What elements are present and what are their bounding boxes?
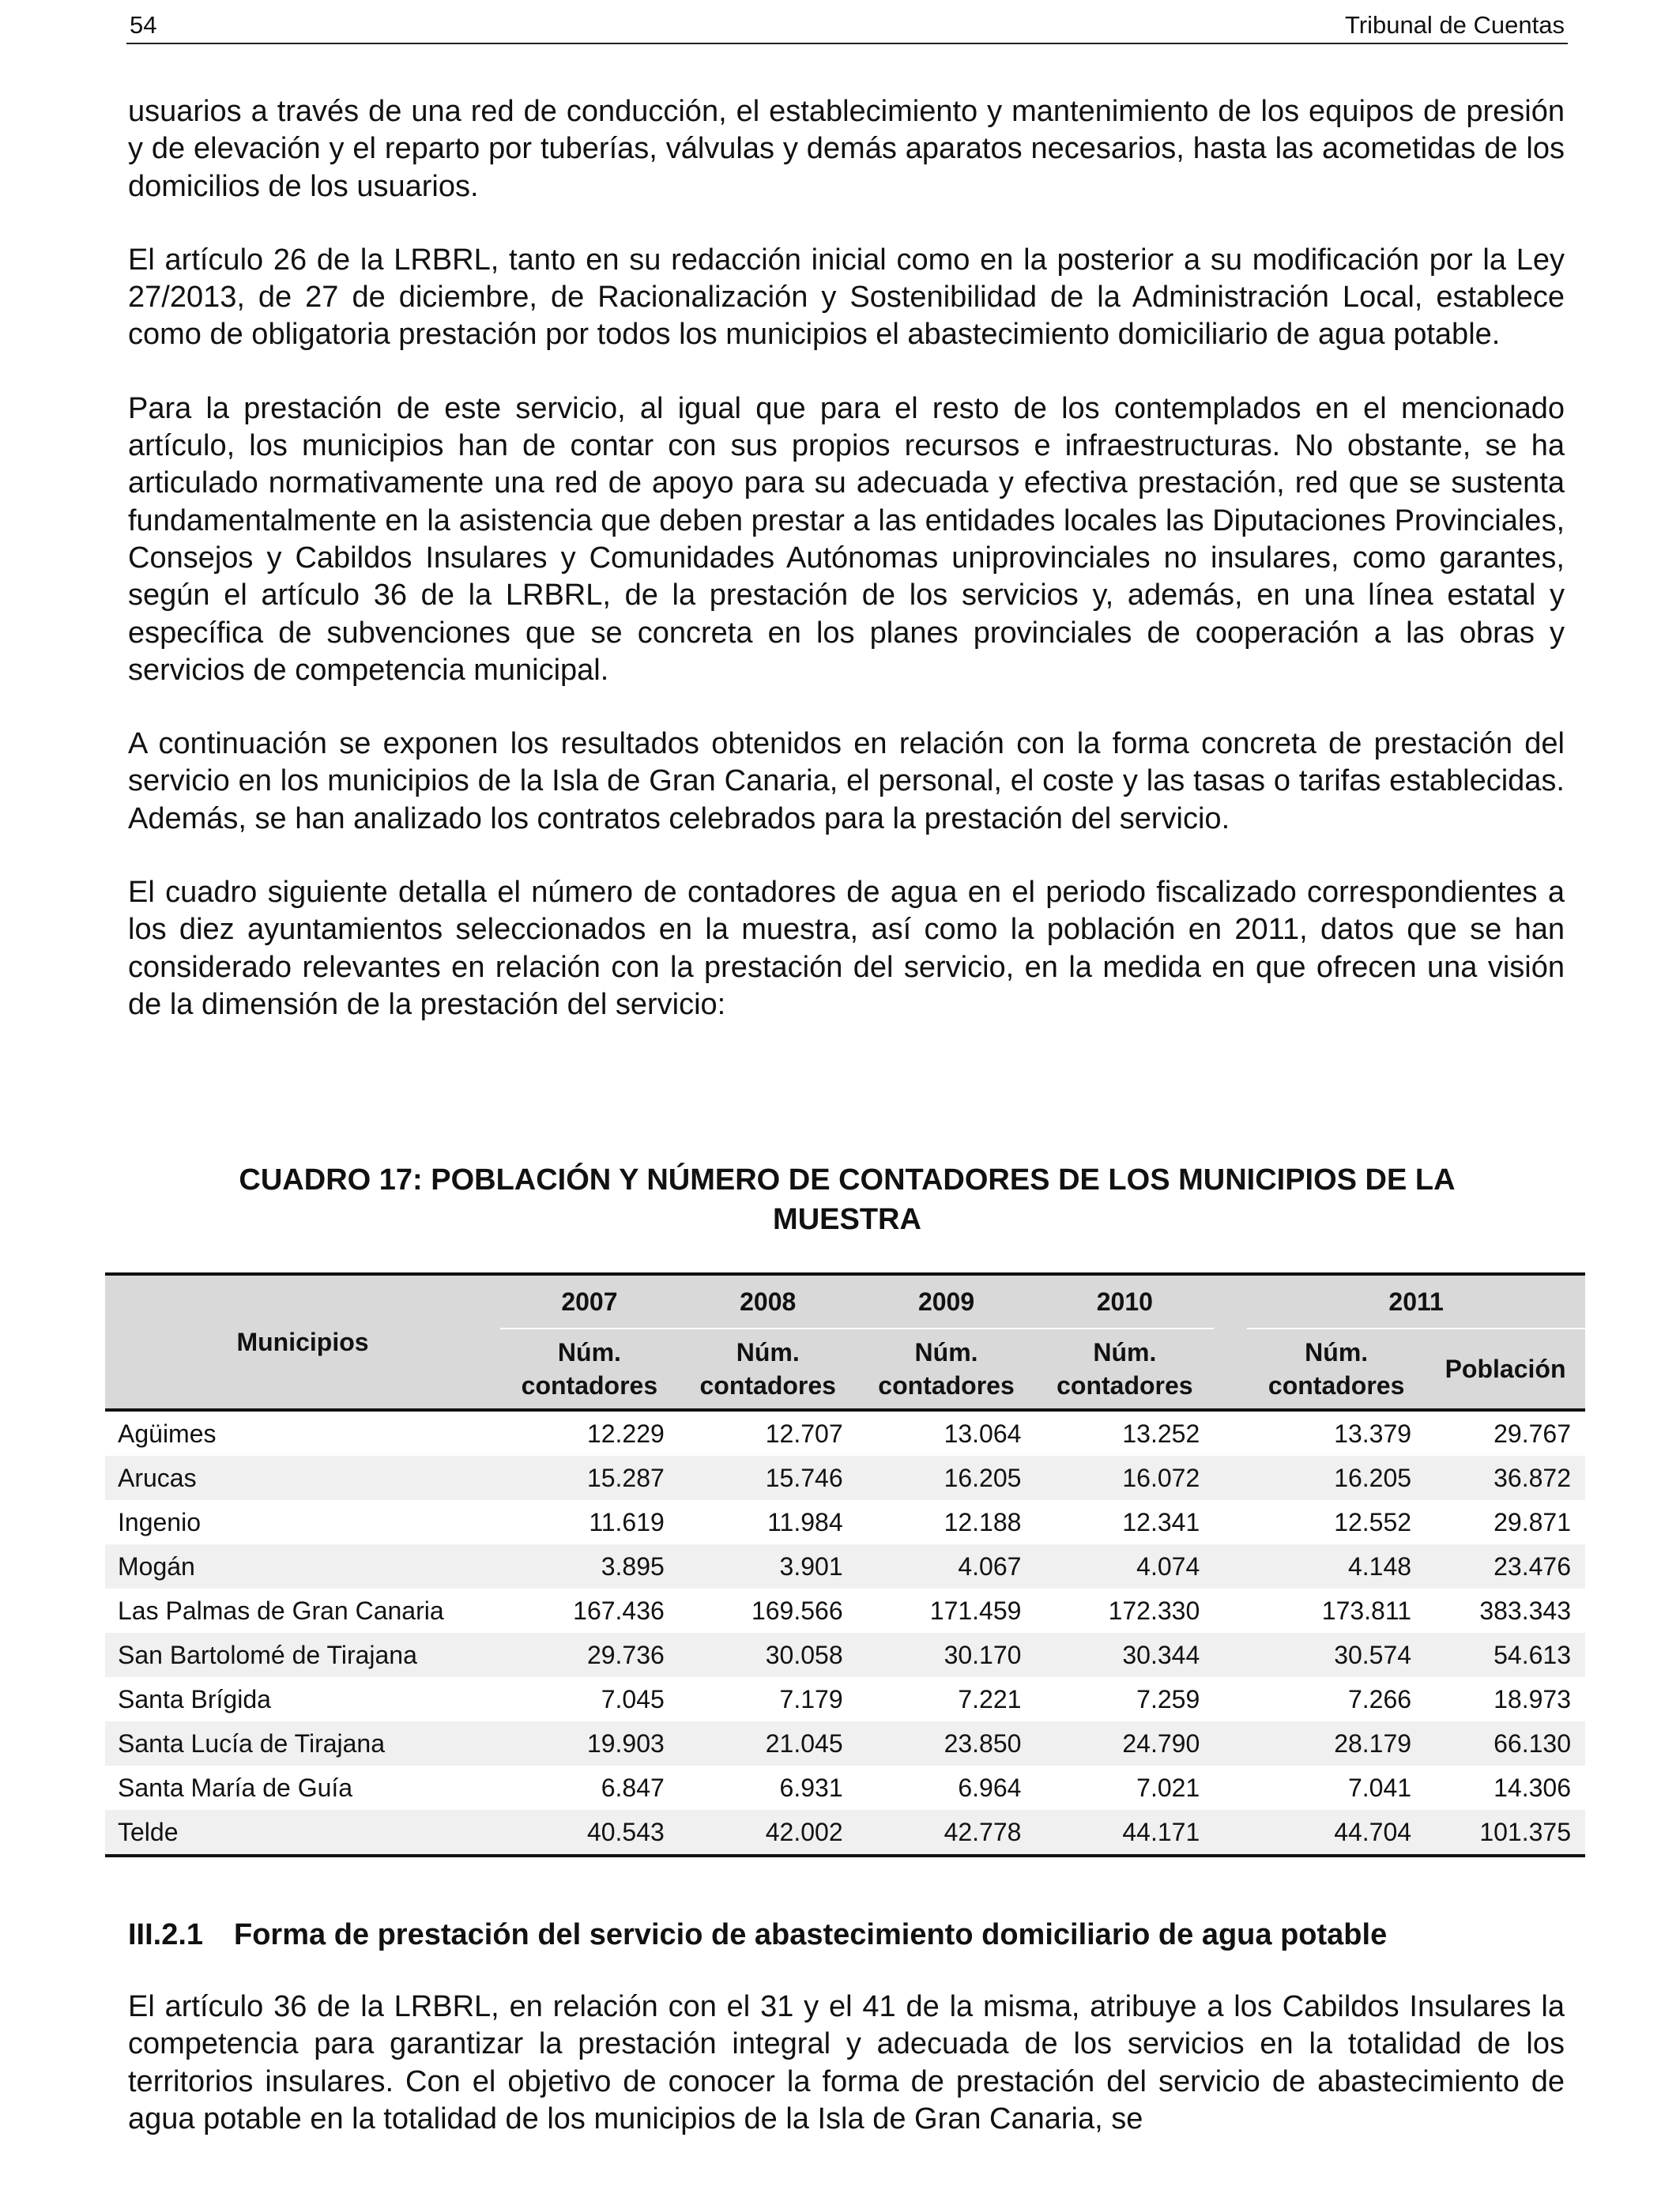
paragraph: El cuadro siguiente detalla el número de contadores de agua en el periodo fiscalizado correspondientes a los diez ayuntamientos seleccionados en la muestra, así como la población en 2011, datos que se han considerado relevantes en relación con la prestación del servicio, en la medida en que ofrecen una visión de la dimensión de la prestación del servicio: [128,876,1565,1021]
cell-value: 13.379 [1334,1419,1412,1448]
table-caption-line: MUESTRA [773,1203,921,1236]
header-text: contadores [1268,1371,1405,1400]
cell-gap [1214,1677,1247,1721]
cell-gap [1214,1410,1247,1456]
column-header-poblacion: Población [1426,1329,1585,1410]
data-table [105,1272,1585,1857]
cell-value: 36.872 [1426,1456,1585,1500]
cell-value: 3.895 [500,1544,679,1589]
table-row [105,1410,1585,1456]
column-header-contadores [857,1329,1036,1410]
table-header-row [105,1274,1585,1329]
header-text: Núm. [914,1338,978,1367]
cell-municipio: Santa Lucía de Tirajana [105,1721,500,1766]
paragraph: El artículo 26 de la LRBRL, tanto en su redacción inicial como en la posterior a su modificación por la Ley 27/2013, de 27 de diciembre, de Racionalización y Sostenibilidad de la Administración Local, establece como de obligatoria prestación por todos los municipios el abastecimiento domiciliario de agua potable. [128,243,1565,352]
cell-value: 12.188 [944,1507,1022,1536]
paragraph: Para la prestación de este servicio, al igual que para el resto de los contemplados en el mencionado artículo, los municipios han de contar con sus propios recursos e infraestructuras. No obstante, se ha articulado normativamente una red de apoyo para su adecuada y efectiva prestación, red que se sustenta fundamentalmente en la asistencia que deben prestar a las entidades locales las Diputaciones Provinciales, Consejos y Cabildos Insulares y Comunidades Autónomas uniprovinciales no insulares, como garantes, según el artículo 36 de la LRBRL, de la prestación de los servicios y, además, en una línea estatal y específica de subvenciones que se concreta en los planes provinciales de cooperación a las obras y servicios de competencia municipal. [128,391,1565,687]
column-gap [1214,1329,1247,1410]
header-text: contadores [878,1371,1015,1400]
table-row [105,1721,1585,1766]
cell-municipio: Arucas [105,1456,500,1500]
cell-value: 16.072 [1035,1456,1214,1500]
cell-value: 172.330 [1108,1596,1200,1625]
column-header-year: 2011 [1247,1274,1585,1329]
cell-value: 21.045 [679,1721,857,1766]
cell-value: 7.045 [601,1684,665,1713]
column-header-year: 2010 [1035,1274,1214,1329]
header-text: Núm. [1305,1338,1369,1367]
cell-value: 3.901 [679,1544,857,1589]
cell-value: 12.341 [1122,1507,1200,1536]
cell-value: 13.252 [1122,1419,1200,1448]
cell-value: 18.973 [1494,1684,1571,1713]
column-header-year: 2009 [857,1274,1036,1329]
table-row [105,1766,1585,1810]
cell-value: 15.287 [500,1456,679,1500]
cell-value: 6.847 [601,1773,665,1802]
header-text: Núm. [557,1338,621,1367]
cell-municipio: Santa Brígida [118,1684,271,1713]
cell-value: 7.041 [1347,1773,1412,1802]
cell-value: 66.130 [1426,1721,1585,1766]
column-header-contadores [500,1329,679,1410]
cell-value: 29.871 [1494,1507,1571,1536]
cell-value: 11.619 [589,1507,665,1536]
table-row [105,1500,1585,1544]
cell-value: 29.767 [1494,1419,1571,1448]
running-header [126,8,1568,44]
paragraph: El artículo 36 de la LRBRL, en relación con el 31 y el 41 de la misma, atribuye a los Cabildos Insulares la competencia para garantizar la prestación integral y adecuada de los servicios en la totalidad de los territorios insulares. Con el objetivo de conocer la forma de prestación del servicio de abastecimiento de agua potable en la totalidad de los municipios de la Isla de Gran Canaria, se [128,1990,1565,2136]
table-header [105,1274,1585,1410]
cell-municipio: Ingenio [118,1507,201,1536]
column-header-municipios: Municipios [105,1274,500,1410]
column-header-contadores [679,1329,857,1410]
cell-value: 11.984 [767,1507,843,1536]
cell-value: 24.790 [1035,1721,1214,1766]
cell-value: 7.221 [958,1684,1022,1713]
section-number: III.2.1 [128,1918,204,1951]
cell-value: 29.736 [500,1633,679,1677]
body-text [128,1989,1565,2138]
column-header-year: 2007 [500,1274,679,1329]
cell-value: 7.179 [779,1684,843,1713]
header-text: contadores [1057,1371,1193,1400]
cell-value: 4.074 [1035,1544,1214,1589]
header-text: contadores [521,1371,658,1400]
header-text: contadores [699,1371,836,1400]
cell-municipio: Agüimes [118,1419,217,1448]
column-gap [1214,1274,1247,1329]
cell-value: 15.746 [679,1456,857,1500]
cell-value: 12.229 [586,1419,665,1448]
cell-value: 6.931 [779,1773,843,1802]
column-header-year: 2008 [679,1274,857,1329]
cell-value: 101.375 [1426,1810,1585,1856]
cell-gap [1214,1633,1247,1677]
cell-value: 7.259 [1136,1684,1200,1713]
cell-gap [1214,1589,1247,1633]
cell-gap [1214,1456,1247,1500]
table-row [105,1589,1585,1633]
table-row [105,1544,1585,1589]
cell-value: 42.778 [857,1810,1036,1856]
table-row [105,1456,1585,1500]
cell-value: 4.148 [1247,1544,1426,1589]
cell-value: 28.179 [1247,1721,1426,1766]
cell-value: 171.459 [929,1596,1022,1625]
table-row [105,1810,1585,1856]
cell-municipio: Mogán [105,1544,500,1589]
cell-municipio: Santa María de Guía [118,1773,353,1802]
section-title: Forma de prestación del servicio de abastecimiento domiciliario de agua potable [234,1918,1388,1951]
cell-value: 19.903 [500,1721,679,1766]
cell-gap [1214,1810,1247,1856]
cell-value: 44.704 [1247,1810,1426,1856]
table-row [105,1677,1585,1721]
paragraph: A continuación se exponen los resultados obtenidos en relación con la forma concreta de prestación del servicio en los municipios de la Isla de Gran Canaria, el personal, el coste y las tasas o tarifas establecidas. Además, se han analizado los contratos celebrados para la prestación del servicio. [128,727,1565,835]
cell-value: 23.476 [1426,1544,1585,1589]
cell-value: 12.552 [1334,1507,1412,1536]
header-text: Núm. [1093,1338,1157,1367]
table-caption [126,1160,1568,1239]
cell-value: 30.344 [1035,1633,1214,1677]
cell-value: 16.205 [857,1456,1036,1500]
cell-gap [1214,1500,1247,1544]
header-text: Núm. [736,1338,800,1367]
cell-value: 14.306 [1494,1773,1571,1802]
column-header-contadores [1247,1329,1426,1410]
table-body [105,1410,1585,1856]
cell-value: 44.171 [1035,1810,1214,1856]
cell-value: 30.574 [1247,1633,1426,1677]
section-heading [128,1916,1569,1954]
cell-value: 167.436 [573,1596,665,1625]
cell-gap [1214,1544,1247,1589]
body-text [128,93,1565,1060]
cell-value: 7.266 [1347,1684,1412,1713]
cell-municipio: Las Palmas de Gran Canaria [118,1596,444,1625]
cell-value: 4.067 [857,1544,1036,1589]
cell-municipio: San Bartolomé de Tirajana [105,1633,500,1677]
cell-value: 23.850 [857,1721,1036,1766]
cell-municipio: Telde [105,1810,500,1856]
cell-value: 173.811 [1321,1596,1412,1625]
cell-gap [1214,1721,1247,1766]
cell-gap [1214,1766,1247,1810]
cell-value: 169.566 [751,1596,843,1625]
cell-value: 16.205 [1247,1456,1426,1500]
column-header-contadores [1035,1329,1214,1410]
table-caption-line: CUADRO 17: POBLACIÓN Y NÚMERO DE CONTADORES DE LOS MUNICIPIOS DE LA [239,1163,1456,1197]
cell-value: 40.543 [500,1810,679,1856]
cell-value: 30.058 [679,1633,857,1677]
cell-value: 6.964 [958,1773,1022,1802]
table-row [105,1633,1585,1677]
publication-title: Tribunal de Cuentas [1344,11,1565,39]
cell-value: 12.707 [765,1419,843,1448]
paragraph: usuarios a través de una red de conducción, el establecimiento y mantenimiento de los equipos de presión y de elevación y el reparto por tuberías, válvulas y demás aparatos necesarios, hasta las acometidas de los domicilios de los usuarios. [128,95,1565,203]
cell-value: 383.343 [1479,1596,1571,1625]
cell-value: 7.021 [1136,1773,1200,1802]
cell-value: 54.613 [1426,1633,1585,1677]
cell-value: 13.064 [944,1419,1022,1448]
cell-value: 42.002 [679,1810,857,1856]
page-number: 54 [130,11,157,39]
cell-value: 30.170 [857,1633,1036,1677]
